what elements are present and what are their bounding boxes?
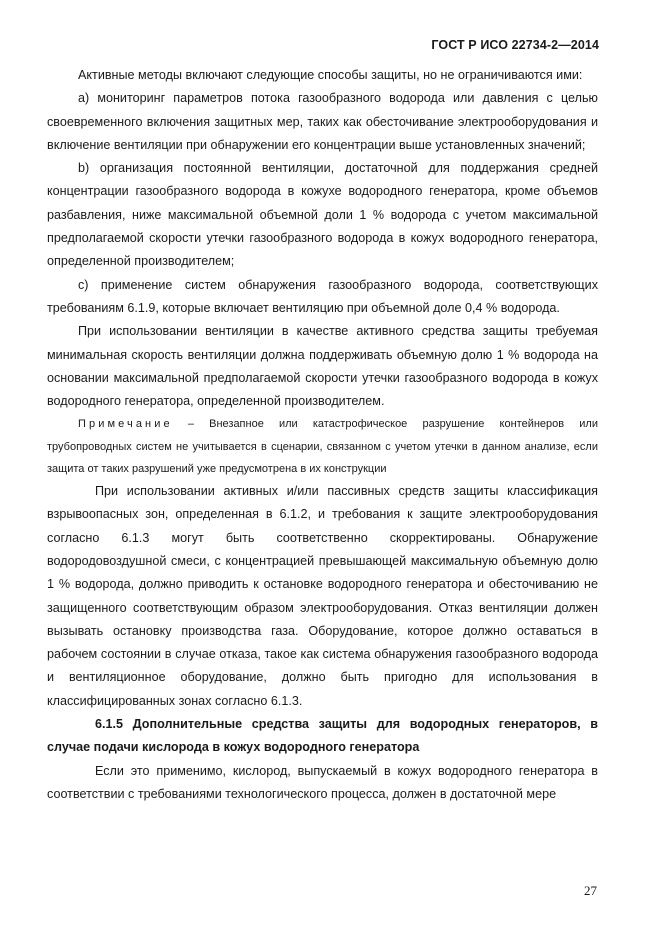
- paragraph-oxygen: Если это применимо, кислород, выпускаемый в кожух водородного генератора в соответствии с требованиями технологического процесса, должен в достаточной мере: [47, 763, 598, 801]
- section-heading: 6.1.5 Дополнительные средства защиты для водородных генераторов, в случае подачи кислорода в кожух водородного генератора: [47, 717, 598, 755]
- list-item-a: а) мониторинг параметров потока газообразного водорода или давления с целью своевременного включения защитных мер, таких как обесточивание электрооборудования и включение вентиляции при обнаружении его концентрации выше установленных значений;: [47, 91, 598, 152]
- note-text: – Внезапное или катастрофическое разрушение контейнеров или трубопроводных систем не учитывается в сценарии, связанном с учетом утечки в данном анализе, если защита от таких разрушений уже предусмотрена в их конструкции: [47, 418, 598, 475]
- paragraph-intro: Активные методы включают следующие способы защиты, но не ограничиваются ими:: [78, 68, 583, 82]
- note: [47, 413, 598, 480]
- paragraph-classification: При использовании активных и/или пассивных средств защиты классификация взрывоопасных зон, определенная в 6.1.2, и требования к защите электрооборудования согласно 6.1.3 могут быть соответственно скорректированы. Обнаружение водородовоздушной смеси, с концентрацией превышающей максимальную объемную долю 1 % водорода, должно приводить к остановке водородного генератора и обесточиванию не защищенного соответствующим образом электрооборудования. Отказ вентиляции должен вызывать остановку производства газа. Оборудование, которое должно оставаться в рабочем состоянии в случае отказа, такое как система обнаружения газообразного водорода и вентиляционное оборудование, должно быть пригодно для использования в классифицированных зонах согласно 6.1.3.: [47, 484, 598, 708]
- paragraph-ventilation: При использовании вентиляции в качестве активного средства защиты требуемая минимальная скорость вентиляции должна поддерживать объемную долю 1 % водорода на основании максимальной предполагаемой скорости утечки газообразного водорода в кожух водородного генератора, определенной производителем.: [47, 324, 598, 409]
- list-item-c: с) применение систем обнаружения газообразного водорода, соответствующих требованиям 6.1.9, которые включает вентиляцию при объемной доле 0,4 % водорода.: [47, 277, 598, 315]
- document-body: [47, 64, 598, 806]
- list-item-b: b) организация постоянной вентиляции, достаточной для поддержания средней концентрации газообразного водорода в кожухе водородного генератора, кроме объемов разбавления, ниже максимальной объемной доли 1 % водорода с учетом максимальной предполагаемой скорости утечки газообразного водорода в кожух водородного генератора, определенной производителем;: [47, 161, 598, 269]
- standard-code-header: ГОСТ Р ИСО 22734-2—2014: [431, 38, 599, 52]
- page-number: 27: [584, 883, 597, 898]
- note-label: Примечание: [78, 418, 173, 431]
